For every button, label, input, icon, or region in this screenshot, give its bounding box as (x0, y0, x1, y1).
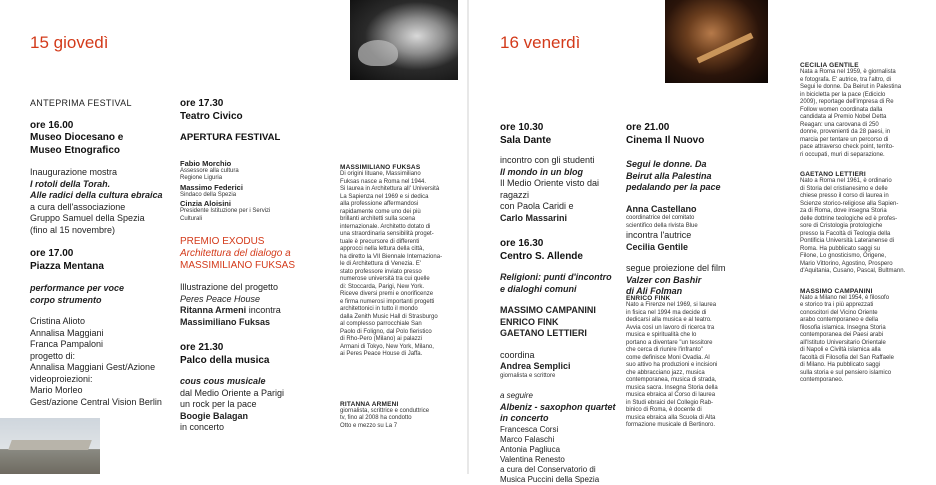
guest-name: Ritanna Armeni (180, 305, 247, 315)
guest-name: Cinzia Aloisini (180, 199, 231, 208)
prize-subtitle: Architettura del dialogo (180, 248, 283, 259)
bio-line: La Sapienza nel 1969 e si dedica (340, 193, 429, 200)
performer: Marco Falaschi (500, 434, 555, 444)
bio-line: di Rho-Pero (Milano) ai palazzi (340, 336, 423, 342)
bio-line: musica sacra. Insegna Storia della (626, 384, 718, 391)
event-title: e dialoghi comuni (500, 283, 577, 294)
bio-line: in bicicletta per la pace (Ediciclo (800, 91, 886, 98)
section-header: ANTEPRIMA FESTIVAL (30, 98, 132, 108)
performer: Franca Pampaloni (30, 339, 104, 349)
bio-line: numerose università tra cui quelle (340, 276, 430, 282)
event-title: Albeniz - saxophon quartet (500, 401, 616, 412)
guest-name: ENRICO FINK (500, 316, 559, 327)
bio-line: e fotografa. E' autrice, tra l'altro, di (800, 76, 892, 83)
portrait-photo-fuksas (350, 0, 458, 80)
bio-line: che cerca di riunire l'infranto" (626, 347, 703, 353)
event-desc: Gruppo Samuel della Spezia (30, 213, 145, 223)
day-title-friday: 16 venerdì (500, 33, 581, 52)
bio-line: approcci nella lettura della città, (340, 246, 425, 252)
performer: Annalisa Maggiani (30, 327, 104, 338)
bio-line: contemporanea dei Paesi arabi (800, 332, 884, 338)
guest-role: Presidente Istituzione per i Servizi (180, 208, 271, 214)
guest-name: Fabio Morchio (180, 158, 232, 168)
event-place: Cinema Il Nuovo (626, 134, 705, 146)
bio-line: in fisica nel 1994 ma decide di (626, 309, 707, 316)
left-column-3 (340, 164, 462, 430)
bio-line: dalla Zenith Music Hall di Strasburgo (340, 313, 438, 320)
bio-line: ai Peres Peace House di Jaffa. (340, 351, 423, 357)
bio-line: che abbracciano jazz, musica (626, 369, 705, 376)
bio-line: tuale è precursore di differenti (340, 238, 420, 245)
event-desc: dal Medio Oriente a Parigi (180, 387, 285, 398)
landscape-photo (0, 418, 100, 474)
bio-line: arabo contemporaneo e della (800, 317, 879, 323)
guest-role: Culturali (180, 215, 203, 222)
bio-line: e firma numerosi importanti progetti (340, 298, 435, 305)
bio-line: di Storia del cristianesimo e delle (800, 185, 888, 192)
event-title: Alle radici della cultura ebraica (30, 190, 163, 200)
event-desc: (fino al 15 novembre) (30, 224, 116, 235)
bio-line: marcia per tentare un percorso di (800, 136, 889, 143)
bio-text-gentile (800, 69, 930, 159)
bio-line: come definisce Moni Ovadia. Al (626, 354, 710, 361)
event-desc: incontro con gli studenti (500, 155, 595, 165)
bio-line: internazionale. Architetto dotato di (340, 223, 431, 230)
credit: a cura del Conservatorio di (500, 464, 596, 474)
event-desc: Inaugurazione mostra (30, 167, 118, 177)
bio-line: contemporanea, musica di strada, (626, 377, 717, 383)
bio-line: brillanti architetti sulla scena (340, 216, 416, 222)
guest-name: Cecilia Gentile (626, 241, 689, 252)
prize-title: PREMIO EXODUS (180, 236, 265, 247)
bio-line: delle dottrine teologiche ed è profes- (800, 215, 898, 222)
bio-line: Armani di Tokyo, New York, Milano, (340, 343, 434, 350)
bio-line: Si laurea in Architettura all' Università (340, 186, 440, 192)
guest-name: GAETANO LETTIERI (500, 328, 587, 338)
bio-name: GAETANO LETTIERI (800, 171, 866, 178)
event-title: performance per voce (30, 283, 125, 293)
credit: progetto di: (30, 350, 76, 361)
bio-name: RITANNA ARMENI (340, 400, 399, 408)
event-time: ore 17.30 (180, 98, 224, 109)
bio-line: Reagan: una carovana di 250 (800, 121, 879, 128)
performer: Francesca Corsi (500, 424, 559, 434)
bio-line: una straordinaria sensibilità proget- (340, 231, 434, 237)
bio-line: formazione musicale di Bertinoro. (626, 422, 716, 428)
event-place: Piazza Mentana (30, 260, 104, 272)
bio-line: Follow women coordinata dalla (800, 106, 883, 113)
event-desc: un rock per la pace (180, 399, 257, 409)
bio-line: musica ebraica alla Scuola di Alta (626, 414, 716, 421)
bio-line: di Milano. Ha pubblicato saggi (800, 362, 881, 368)
bio-line: tv, fino al 2008 ha condotto (340, 415, 412, 421)
bio-line: Filone, Lo gnosticismo, Origene, (800, 253, 887, 259)
bio-name: MASSIMO CAMPANINI (800, 287, 873, 295)
prize-subtitle-a: a (285, 248, 291, 259)
bio-line: architettonici in tutto il mondo (340, 306, 418, 312)
event-title: I rotoli della Torah. (30, 178, 111, 189)
bio-line: pace attraverso check point, territo- (800, 144, 895, 150)
guest-name: Carlo Massarini (500, 212, 568, 223)
bio-line: e storico tra i più apprezzati (800, 302, 874, 308)
bio-line: in Studi ebraici del Collegio Rab- (626, 399, 714, 406)
bio-line: binico di Roma, è docente di (626, 407, 702, 413)
guest-role: Regione Liguria (180, 175, 223, 181)
bio-line: ha diretto la VII Biennale Internaziona- (340, 253, 443, 260)
bio-name: MASSIMILIANO FUKSAS (340, 164, 421, 171)
guest-name: MASSIMO CAMPANINI (500, 305, 596, 315)
guest-role: Assessore alla cultura (180, 167, 239, 174)
event-time: ore 21.00 (626, 122, 670, 133)
bio-line: sulla storia e sul pensiero islamico (800, 369, 892, 376)
bio-line: Roma. Ha pubblicato saggi su (800, 245, 881, 252)
bio-line: Mario Vittorino, Agostino, Prospero (800, 260, 893, 267)
event-desc: Illustrazione del progetto (180, 282, 279, 292)
event-desc: incontra (248, 305, 281, 315)
prize-recipient: MASSIMILIANO FUKSAS (180, 260, 296, 271)
bio-line: Avvia così un lavoro di ricerca tra (626, 324, 715, 331)
event-place: Museo Etnografico (30, 144, 121, 156)
event-desc: in concerto (180, 422, 225, 432)
bio-line: facoltà di Filosofia del San Raffaele (800, 354, 894, 361)
event-time: ore 21.30 (180, 342, 224, 353)
bio-fink-block (626, 295, 766, 430)
event-title: Religioni: punti d'incontro (500, 272, 612, 282)
bio-line: portano a diventare "un tessitore (626, 339, 713, 346)
bio-line: Nato a Roma nel 1961, è ordinario (800, 178, 892, 184)
film-title: Valzer con Bashir (626, 274, 702, 285)
bio-line: conoscitori del Vicino Oriente (800, 309, 878, 316)
event-desc: segue proiezione del film (626, 263, 726, 273)
bio-line: musica e spiritualità che lo (626, 332, 697, 338)
bio-line: alla professione affermandosi (340, 201, 419, 207)
bio-line: candidata al Premio Nobel Detta (800, 114, 887, 120)
bio-text-lettieri (800, 178, 930, 276)
bio-line: Otto e mezzo su La 7 (340, 422, 398, 429)
event-desc: coordina (500, 349, 535, 360)
left-column-2 (180, 98, 335, 434)
guest-name: Massimiliano Fuksas (180, 316, 271, 327)
credit: Musica Puccini della Spezia (500, 474, 600, 484)
bio-line: all'Istituto Universitario Orientale (800, 339, 886, 346)
bio-line: Nato a Firenze nel 1969, si laurea (626, 302, 717, 308)
bio-line: rapidamente come uno dei più (340, 208, 421, 215)
event-place: Sala Dante (500, 134, 552, 146)
section-header: APERTURA FESTIVAL (180, 132, 281, 143)
bio-line: di Napoli e Civiltà islamica alla (800, 347, 881, 353)
bio-line: ri occupati, muri di separazione. (800, 151, 885, 158)
credit: videoproiezioni: (30, 373, 93, 384)
bio-name: ENRICO FINK (626, 295, 671, 302)
event-title: Il mondo in un blog (500, 166, 583, 177)
event-desc: a cura dell'associazione (30, 201, 126, 212)
bio-line: di: Stoccarda, Parigi, New York. (340, 283, 425, 290)
bio-line: Nato a Milano nel 1954, è filosofo (800, 294, 890, 301)
event-time: ore 16.00 (30, 119, 74, 131)
book-title: pedalando per la pace (626, 182, 721, 192)
bio-line: 2009), reportage dell'impresa di Re (800, 99, 894, 105)
guest-role: scientifico della rivista Blue (626, 222, 698, 229)
event-desc: ragazzi (500, 189, 530, 200)
event-time: ore 17.00 (30, 248, 74, 259)
event-place: Teatro Civico (180, 110, 243, 122)
event-time: ore 16.30 (500, 238, 544, 249)
credit: Annalisa Maggiani Gest/Azione (30, 362, 156, 372)
event-desc: Il Medio Oriente visto dai (500, 178, 600, 188)
bio-line: Pontificia Università Lateranense di (800, 238, 895, 244)
event-desc: a seguire (500, 391, 533, 400)
bio-line: suo attivo ha produzioni e incisioni (626, 362, 718, 368)
bio-text-fink (626, 302, 766, 430)
event-title: cous cous musicale (180, 376, 266, 386)
event-desc: con Paola Caridi e (500, 201, 574, 211)
bio-line: za di Roma, dove insegna Storia (800, 208, 887, 214)
event-title: Peres Peace House (180, 293, 261, 304)
bio-line: filosofia islamica. Insegna Storia (800, 324, 886, 331)
guest-role: Sindaco della Spezia (180, 191, 237, 198)
bio-line: musica ebraica al Corso di laurea (626, 392, 716, 398)
bio-text-fuksas (340, 171, 462, 359)
book-title: Segui le donne. Da (626, 159, 707, 169)
bio-line: Di origini lituane, Massimiliano (340, 171, 421, 177)
bio-line: Fuksas nasce a Roma nel 1944. (340, 178, 427, 185)
event-desc: incontra l'autrice (626, 230, 692, 240)
guest-name: Anna Castellano (626, 203, 697, 214)
bio-text-armeni (340, 408, 462, 431)
event-place: Centro S. Allende (500, 250, 583, 262)
credit: Gest/azione Central Vision Berlin (30, 396, 162, 407)
guest-role: coordinatrice del comitato (626, 215, 695, 221)
credit: Mario Morleo (30, 385, 83, 395)
right-column-3 (800, 62, 930, 385)
performer: Valentina Renesto (500, 454, 565, 464)
performer: Antonia Pagliuca (500, 444, 561, 454)
bio-line: le di Architettura di Venezia. E' (340, 261, 421, 267)
guest-name: Andrea Semplici (500, 361, 571, 371)
event-place: Museo Diocesano e (30, 132, 124, 143)
bio-line: Riceve diversi premi e onorificenze (340, 291, 434, 297)
band-name: Boogie Balagan (180, 410, 249, 421)
right-column-2 (626, 122, 776, 298)
event-title: corpo strumento (30, 294, 102, 305)
guest-name: Massimo Federici (180, 182, 243, 192)
event-title: in concerto (500, 413, 549, 423)
left-column-1 (30, 98, 180, 408)
bio-text-campanini (800, 295, 930, 385)
bio-line: giornalista, scrittrice e conduttrice (340, 407, 430, 414)
bio-line: Segui le donne. Da Beirut in Palestina (800, 84, 902, 90)
page-fold (467, 0, 469, 474)
bio-line: al complesso parrocchiale San (340, 321, 422, 327)
film-director: di Ali Folman (626, 286, 683, 296)
day-title-thursday: 15 giovedì (30, 33, 109, 52)
event-place: Palco della musica (180, 354, 270, 366)
bio-line: presso la Facoltà di Teologia della (800, 230, 891, 237)
bio-line: Paolo di Foligno, dal Polo fieristico (340, 328, 432, 335)
portrait-photo-violinist (665, 0, 768, 83)
bio-line: contemporaneo. (800, 377, 844, 383)
bio-name: CECILIA GENTILE (800, 62, 859, 69)
bio-line: chiese presso il corso di laurea in (800, 193, 889, 199)
bio-line: sore di Cristologia protologiche (800, 223, 883, 229)
bio-line: d'Aquitania, Cusano, Pascal, Bultmann. (800, 268, 906, 274)
guest-role: giornalista e scrittore (500, 372, 556, 379)
book-title: Beirut alla Palestina (626, 170, 712, 181)
bio-line: donne, provenienti da 28 paesi, in (800, 129, 891, 135)
bio-line: Nata a Roma nel 1959, è giornalista (800, 69, 896, 75)
bio-line: Scienze storico-religiose alla Sapien- (800, 200, 899, 207)
bio-line: stato professore inviato presso (340, 268, 422, 275)
event-time: ore 10.30 (500, 122, 544, 133)
performer: Cristina Alioto (30, 316, 86, 326)
bio-line: dedicarsi alla musica e al teatro. (626, 317, 712, 323)
